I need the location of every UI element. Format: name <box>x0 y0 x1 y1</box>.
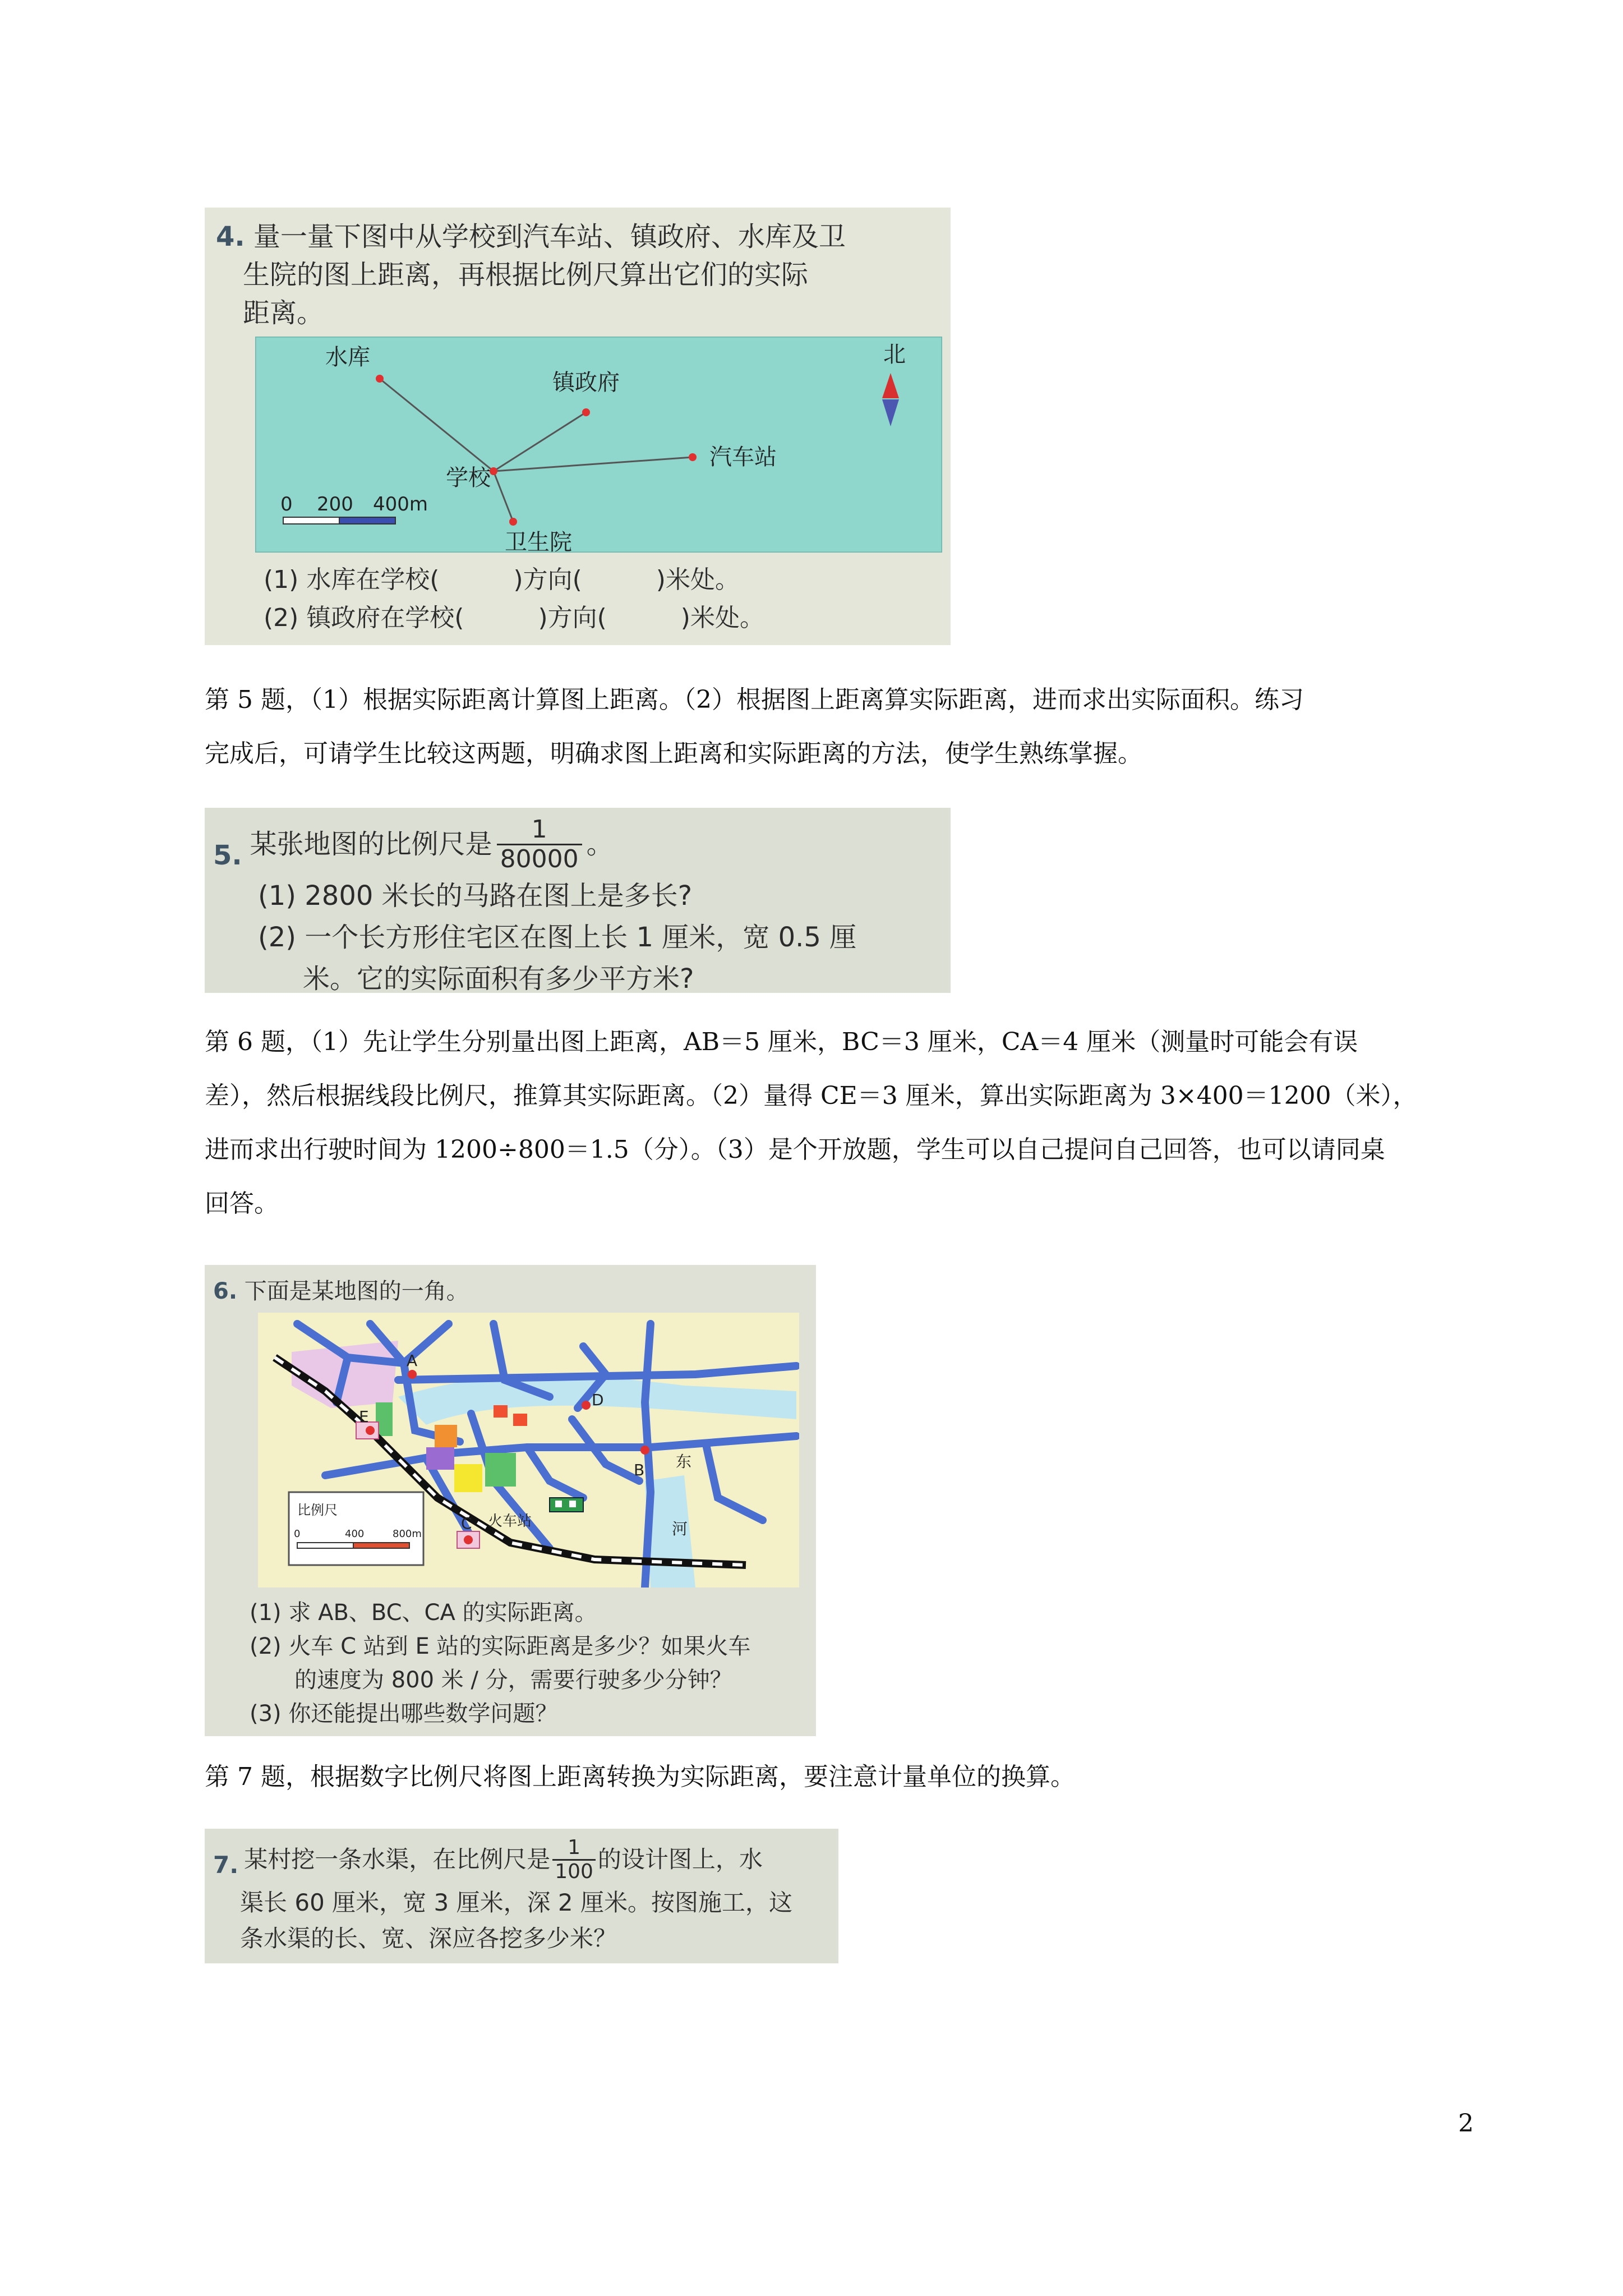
label-east: 东 <box>676 1452 692 1471</box>
q4-scan <box>205 208 951 645</box>
q7-text-b: 的设计图上，水 <box>597 1846 763 1873</box>
q7-text-a: 某村挖一条水渠，在比例尺是 <box>244 1846 551 1873</box>
para5-line1: 第 5 题，（1）根据实际距离计算图上距离。（2）根据图上距离算实际距离，进而求出实际面积。练习 <box>205 685 1304 714</box>
q5-sub2a: (2) 一个长方形住宅区在图上长 1 厘米，宽 0.5 厘 <box>258 922 857 953</box>
q5-frac-num: 1 <box>531 815 547 844</box>
school-point <box>490 467 497 475</box>
label-reservoir: 水库 <box>325 344 370 370</box>
q7-line3: 条水渠的长、宽、深应各挖多少米？ <box>240 1925 617 1952</box>
q6-scan <box>205 1265 816 1736</box>
q4-map <box>255 337 942 553</box>
q6-sub3: (3) 你还能提出哪些数学问题？ <box>250 1701 558 1727</box>
point-e <box>366 1426 375 1435</box>
para5 <box>205 673 1483 781</box>
scale-0: 0 <box>280 493 293 516</box>
q7-fraction <box>552 1837 596 1883</box>
q5-number: 5. <box>213 840 242 871</box>
q4-number: 4. <box>216 221 245 252</box>
q7-frac-den: 100 <box>552 1859 596 1883</box>
q4-text-line3: 距离。 <box>243 297 324 329</box>
reservoir-point <box>376 375 384 383</box>
para6-line4: 回答。 <box>205 1189 279 1218</box>
label-river: 河 <box>672 1520 688 1538</box>
q6-scale-400: 400 <box>345 1528 365 1540</box>
q7-line2: 渠长 60 厘米，宽 3 厘米，深 2 厘米。按图施工，这 <box>240 1889 792 1916</box>
q7-scan <box>205 1829 838 1963</box>
q6-number: 6. <box>213 1278 238 1304</box>
label-b: B <box>634 1461 645 1479</box>
label-clinic: 卫生院 <box>505 530 572 553</box>
q5-text: 某张地图的比例尺是 <box>250 829 492 860</box>
train-icon <box>550 1498 583 1512</box>
point-c <box>464 1535 473 1544</box>
q6-scale-0: 0 <box>294 1528 301 1540</box>
para6-line2: 差），然后根据线段比例尺，推算其实际距离。（2）量得 CE＝3 厘米，算出实际距离为 3×400＝1200（米）， <box>205 1082 1418 1110</box>
q6-sub1: (1) 求 AB、BC、CA 的实际距离。 <box>250 1600 597 1626</box>
label-bus-station: 汽车站 <box>709 444 777 470</box>
q5-end: 。 <box>586 829 614 860</box>
para7 <box>205 1750 1483 1804</box>
scale-200: 200 <box>317 493 353 516</box>
scale-400: 400m <box>373 493 428 516</box>
q5-fraction <box>497 816 582 873</box>
point-d <box>582 1401 591 1410</box>
label-north: 北 <box>883 342 906 367</box>
q6-title: 下面是某地图的一角。 <box>244 1278 469 1304</box>
label-school: 学校 <box>446 465 491 491</box>
q4-text-line1: 量一量下图中从学校到汽车站、镇政府、水库及卫 <box>253 221 846 252</box>
clinic-point <box>509 518 517 526</box>
para5-line2: 完成后，可请学生比较这两题，明确求图上距离和实际距离的方法，使学生熟练掌握。 <box>205 739 1142 768</box>
para6 <box>205 1015 1483 1231</box>
q7-number: 7. <box>213 1851 239 1879</box>
bus-station-point <box>689 453 697 461</box>
q4-text-line2: 生院的图上距离，再根据比例尺算出它们的实际 <box>243 259 809 291</box>
scale-bar <box>283 517 395 524</box>
point-a <box>408 1370 417 1379</box>
label-a: A <box>407 1351 418 1370</box>
q6-map <box>258 1313 799 1588</box>
label-e: E <box>359 1407 369 1426</box>
q6-sub2b: 的速度为 800 米 / 分，需要行驶多少分钟？ <box>294 1667 732 1693</box>
q6-sub2a: (2) 火车 C 站到 E 站的实际距离是多少？如果火车 <box>250 1634 751 1659</box>
label-c: C <box>461 1514 472 1533</box>
q5-sub2b: 米。它的实际面积有多少平方米? <box>303 963 694 993</box>
para6-line3: 进而求出行驶时间为 1200÷800＝1.5（分）。（3）是个开放题，学生可以自己提问自己回答，也可以请同桌 <box>205 1135 1385 1164</box>
q4-sub2: (2) 镇政府在学校( )方向( )米处。 <box>264 604 764 632</box>
point-b <box>640 1446 649 1455</box>
label-train-station: 火车站 <box>488 1513 532 1530</box>
q6-scale-800: 800m <box>393 1528 422 1540</box>
town-gov-point <box>582 408 590 416</box>
label-town-gov: 镇政府 <box>552 370 620 395</box>
para6-line1: 第 6 题，（1）先让学生分别量出图上距离，AB＝5 厘米，BC＝3 厘米，CA＝4 厘米（测量时可能会有误 <box>205 1028 1358 1056</box>
q6-scale-title: 比例尺 <box>297 1502 338 1518</box>
q7-frac-num: 1 <box>568 1835 581 1859</box>
q4-sub1: (1) 水库在学校( )方向( )米处。 <box>264 565 740 594</box>
q5-sub1: (1) 2800 米长的马路在图上是多长? <box>258 880 693 912</box>
q5-frac-den: 80000 <box>497 844 582 873</box>
q6-scale-box <box>289 1492 423 1565</box>
page-number: 2 <box>1458 2109 1474 2138</box>
q5-scan <box>205 808 951 993</box>
label-d: D <box>592 1391 604 1409</box>
para7-line1: 第 7 题，根据数字比例尺将图上距离转换为实际距离，要注意计量单位的换算。 <box>205 1763 1075 1791</box>
